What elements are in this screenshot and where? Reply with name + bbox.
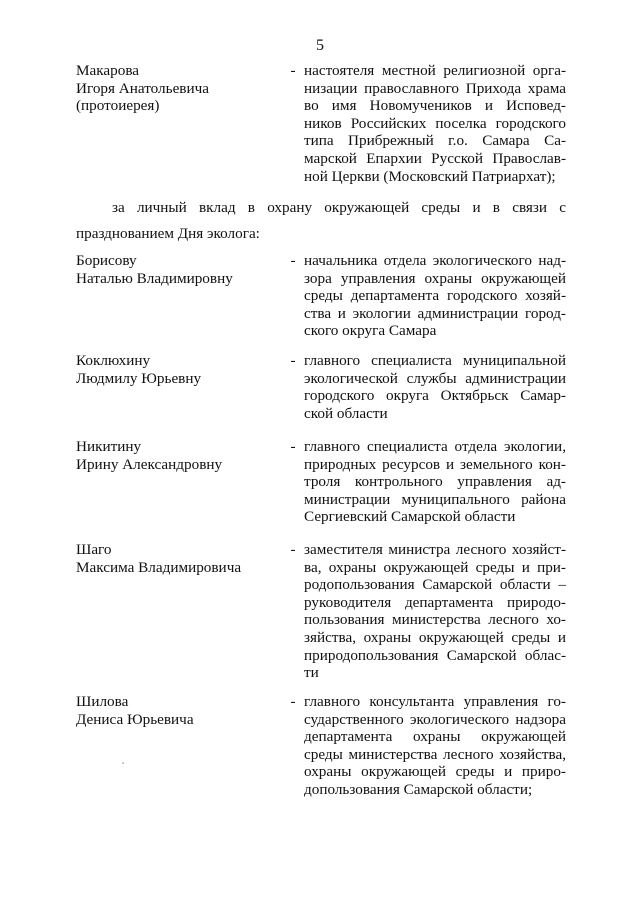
position-description (304, 438, 566, 526)
desc-line: ников Российских поселка городского (304, 114, 566, 132)
desc-line: ва, охраны окружающей среды и при- (304, 558, 566, 576)
name-line: Наталью Владимировну (76, 269, 233, 287)
desc-line: заместителя министра лесного хозяйст- (304, 541, 566, 558)
person-name (76, 693, 276, 728)
desc-line: во имя Новомучеников и Исповед- (304, 97, 566, 115)
position-description (304, 62, 566, 185)
name-line: Ирину Александровну (76, 455, 223, 473)
dash-separator: - (290, 541, 296, 558)
desc-line: настоятеля местной религиозной орга- (304, 62, 566, 79)
person-name (76, 62, 276, 115)
dash-separator: - (290, 438, 296, 455)
desc-line: начальника отдела экологического над- (304, 252, 566, 269)
desc-line: ской области (304, 404, 388, 422)
position-description (304, 541, 566, 682)
name-line: Шаго (76, 541, 112, 558)
reason-line-1: за личный вклад в охрану окружающей среды и в связи с (112, 199, 566, 216)
name-line: Людмилу Юрьевну (76, 369, 202, 387)
position-description (304, 352, 566, 422)
reason-line-2: празднованием Дня эколога: (76, 225, 260, 242)
name-line: Борисову (76, 252, 137, 269)
dash-separator: - (290, 693, 296, 710)
position-description (304, 693, 566, 799)
desc-line: ского округа Самара (304, 322, 437, 340)
desc-line: ной Церкви (Московский Патриархат); (304, 167, 556, 185)
desc-line: среды департамента городского хозяй- (304, 287, 566, 305)
name-line: Максима Владимировича (76, 558, 242, 576)
dash-separator: - (290, 252, 296, 269)
name-line: Коклюхину (76, 352, 151, 369)
desc-line: троля контрольного управления ад- (304, 473, 566, 491)
desc-line: главного специалиста отдела экологии, (304, 438, 566, 455)
desc-line: ти (304, 664, 319, 682)
scan-speck (122, 762, 124, 764)
desc-line: Сергиевский Самарской области (304, 508, 516, 526)
desc-line: руководителя департамента природо- (304, 593, 566, 611)
name-line: Макарова (76, 62, 140, 79)
desc-line: зора управления охраны окружающей (304, 269, 566, 287)
desc-line: главного консультанта управления го- (304, 693, 566, 710)
desc-line: среды министерства лесного хозяйства, (304, 745, 566, 763)
desc-line: главного специалиста муниципальной (304, 352, 566, 369)
person-name (76, 438, 276, 473)
name-line: Шилова (76, 693, 129, 710)
person-name (76, 352, 276, 387)
desc-line: родопользования Самарской области – (304, 576, 566, 594)
desc-line: пользования министерства лесного хо- (304, 611, 566, 629)
desc-line: типа Прибрежный г.о. Самара Са- (304, 132, 566, 150)
desc-line: природных ресурсов и земельного кон- (304, 455, 566, 473)
desc-line: природопользования Самарской облас- (304, 646, 566, 664)
position-description (304, 252, 566, 340)
name-line: Никитину (76, 438, 142, 455)
desc-line: марской Епархии Русской Православ- (304, 149, 566, 167)
name-line: Игоря Анатольевича (76, 79, 209, 97)
desc-line: министрации муниципального района (304, 490, 566, 508)
person-name (76, 252, 276, 287)
name-line: Дениса Юрьевича (76, 710, 194, 728)
desc-line: низации православного Прихода храма (304, 79, 566, 97)
desc-line: городского округа Октябрьск Самар- (304, 387, 566, 405)
desc-line: ства и экологии администрации город- (304, 304, 566, 322)
desc-line: экологической службы администрации (304, 369, 566, 387)
person-name (76, 541, 276, 576)
desc-line: зяйства, охраны окружающей среды и (304, 628, 566, 646)
dash-separator: - (290, 62, 296, 79)
desc-line: департамента охраны окружающей (304, 728, 566, 746)
dash-separator: - (290, 352, 296, 369)
desc-line: допользования Самарской области; (304, 780, 533, 798)
name-line: (протоиерея) (76, 97, 160, 115)
desc-line: охраны окружающей среды и приро- (304, 763, 566, 781)
desc-line: сударственного экологического надзора (304, 710, 566, 728)
page-number: 5 (316, 37, 324, 54)
